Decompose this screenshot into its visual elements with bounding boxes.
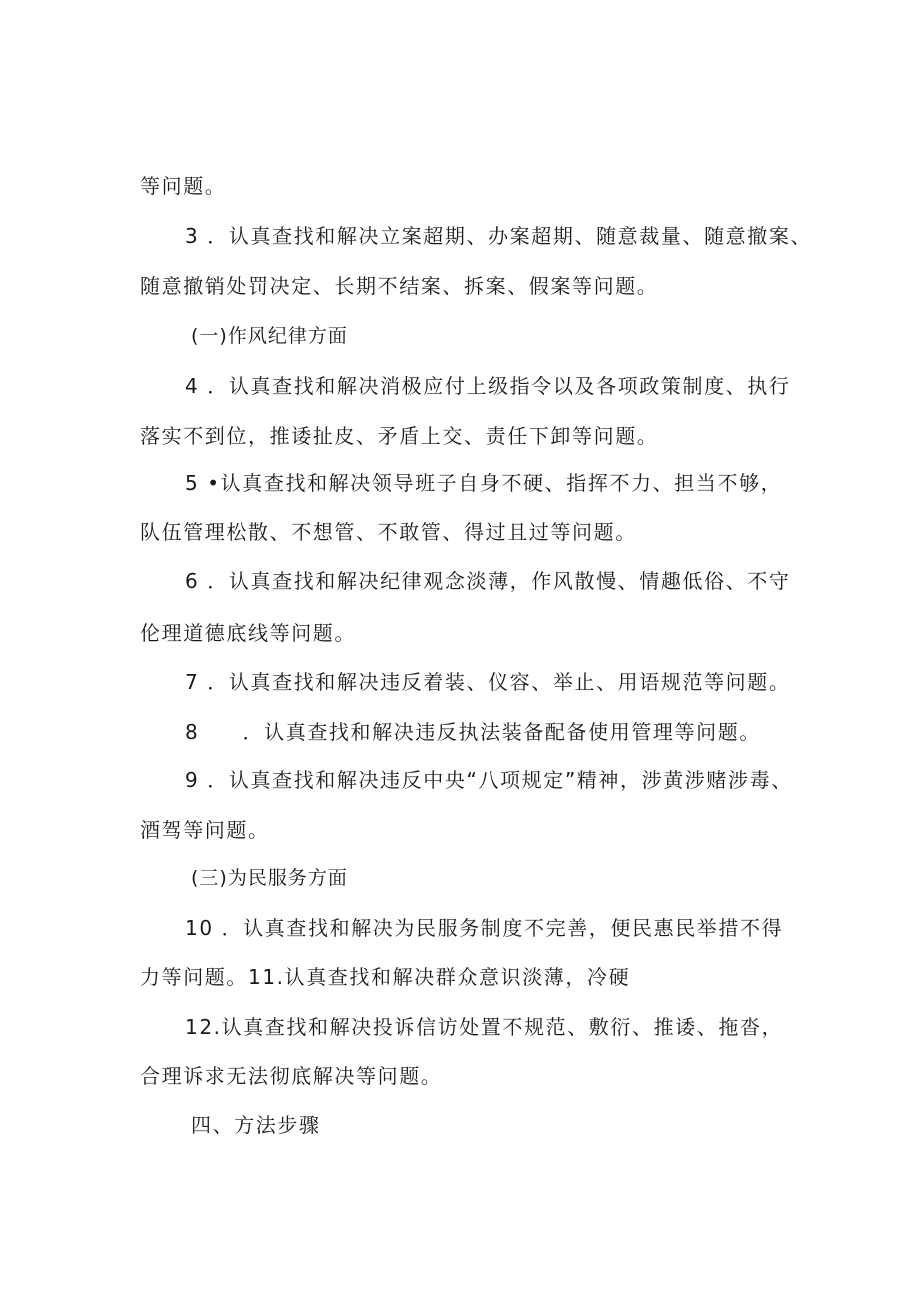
paragraph-item-8: 8 ．认真查找和解决违反执法装备配备使用管理等问题。 bbox=[185, 720, 761, 744]
paragraph-item-9: 9 ．认真查找和解决违反中央“八项规定”精神，涉黄涉赌涉毒、 bbox=[185, 768, 793, 792]
paragraph-item-6: 6 ．认真查找和解决纪律观念淡薄，作风散慢、情趣低俗、不守 bbox=[185, 569, 791, 593]
paragraph-item-10: 10 ．认真查找和解决为民服务制度不完善，便民惠民举措不得 bbox=[185, 916, 784, 940]
paragraph-continuation: 随意撤销处罚决定、长期不结案、拆案、假案等问题。 bbox=[140, 274, 659, 298]
paragraph-continuation: 酒驾等问题。 bbox=[140, 818, 270, 842]
paragraph-continuation: 伦理道德底线等问题。 bbox=[140, 621, 356, 645]
paragraph-continuation: 队伍管理松散、不想管、不敢管、得过且过等问题。 bbox=[140, 520, 637, 544]
section-heading-conduct-discipline: (一)作风纪律方面 bbox=[191, 325, 348, 347]
paragraph-continuation: 等问题。 bbox=[140, 174, 227, 198]
paragraph-item-5: 5 •认真查找和解决领导班子自身不硬、指挥不力、担当不够， bbox=[185, 471, 783, 495]
paragraph-item-4: 4 ．认真查找和解决消极应付上级指令以及各项政策制度、执行 bbox=[185, 374, 791, 398]
paragraph-continuation: 落实不到位，推诿扯皮、矛盾上交、责任下卸等问题。 bbox=[140, 424, 659, 448]
paragraph-continuation: 合理诉求无法彻底解决等问题。 bbox=[140, 1064, 443, 1088]
paragraph-item-3: 3 ．认真查找和解决立案超期、办案超期、随意裁量、随意撤案、 bbox=[185, 224, 813, 248]
section-heading-public-service: (三)为民服务方面 bbox=[191, 867, 348, 889]
section-heading-methods-steps: 四、方法步骤 bbox=[191, 1113, 321, 1137]
paragraph-item-12: 12.认真查找和解决投诉信访处置不规范、敷衍、推诿、拖沓， bbox=[185, 1015, 784, 1039]
paragraph-item-7: 7 ．认真查找和解决违反着装、仪容、举止、用语规范等问题。 bbox=[185, 670, 791, 694]
paragraph-continuation: 力等问题。11.认真查找和解决群众意识淡薄，冷硬 bbox=[140, 965, 631, 989]
